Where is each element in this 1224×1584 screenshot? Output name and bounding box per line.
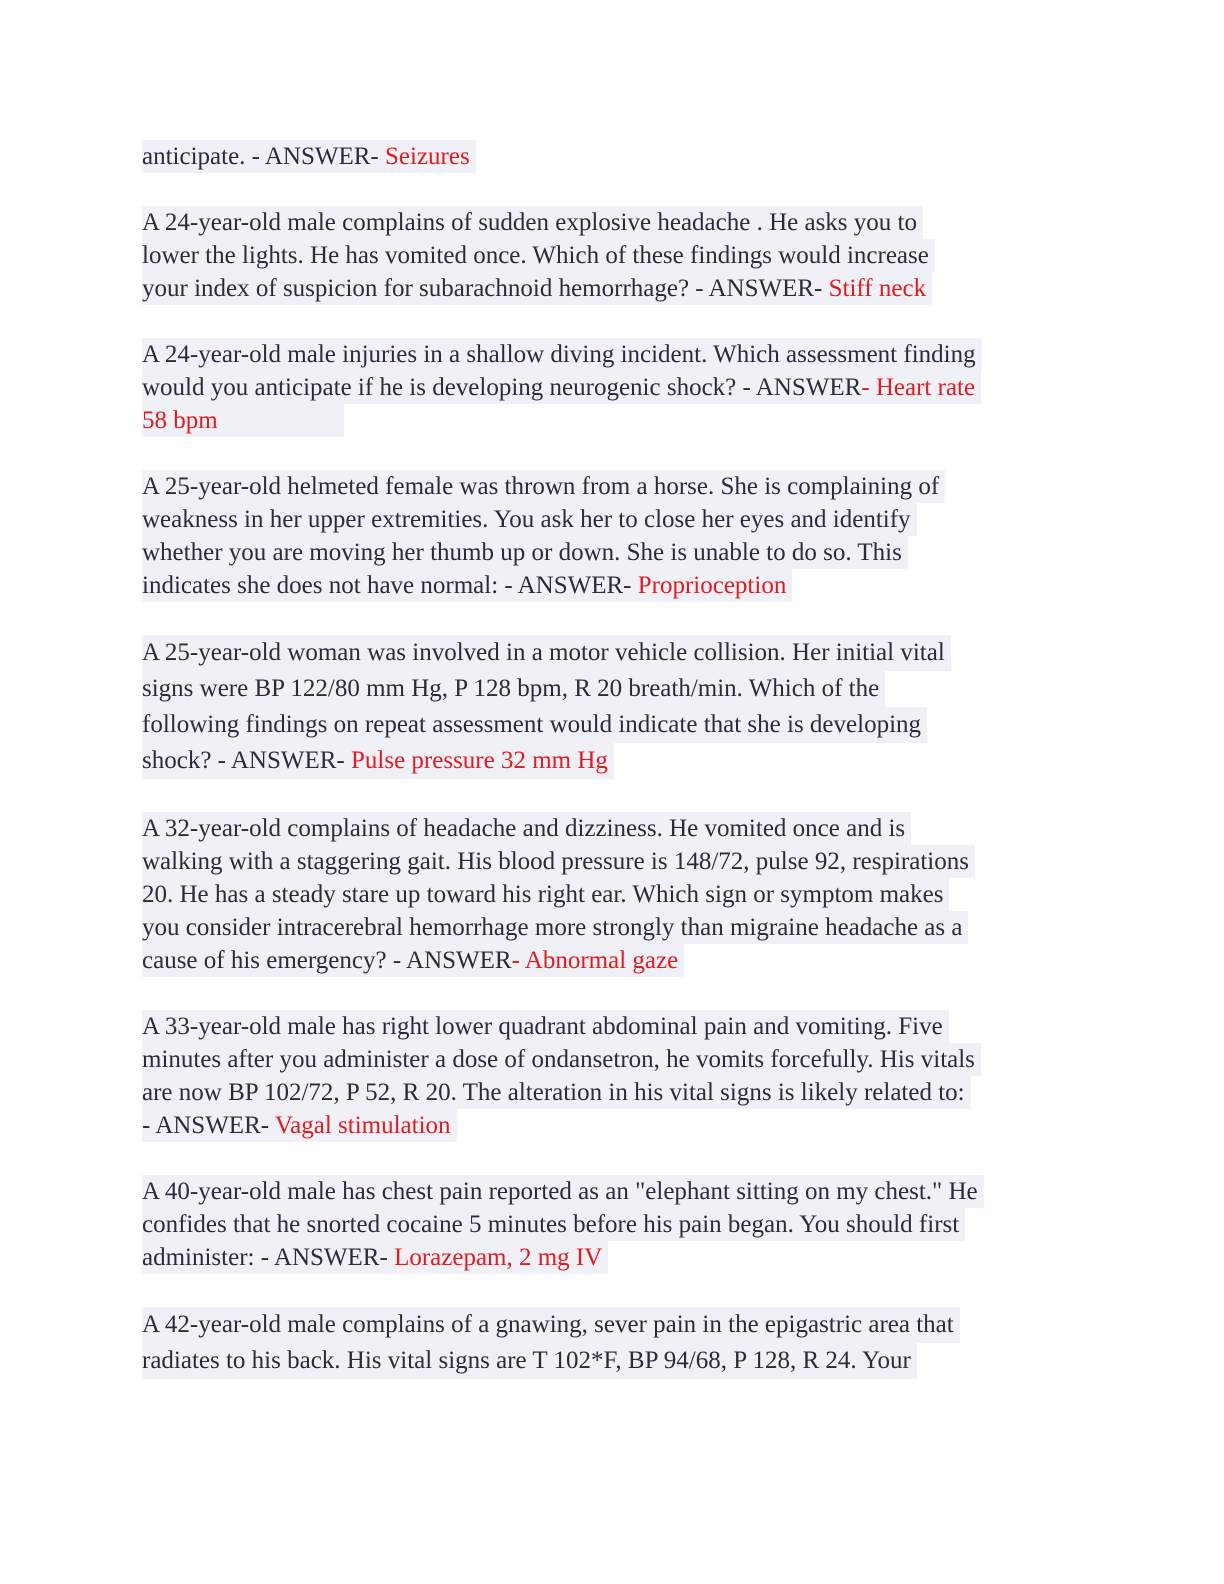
text-line: walking with a staggering gait. His blood pressure is 148/72, pulse 92, respirations [142,845,975,878]
text-line: - ANSWER- Vagal stimulation [142,1109,457,1142]
text-line: shock? - ANSWER- Pulse pressure 32 mm Hg [142,743,614,779]
text-line: your index of suspicion for subarachnoid hemorrhage? - ANSWER- Stiff neck [142,272,932,305]
text-line [142,404,344,437]
qa-item [142,140,1082,173]
text-line: A 32-year-old complains of headache and dizziness. He vomited once and is [142,812,911,845]
answer-text: Pulse pressure 32 mm Hg [351,747,608,774]
qa-item [142,338,1082,437]
text-line: cause of his emergency? - ANSWER- Abnormal gaze [142,944,684,977]
answer-text: Vagal stimulation [274,1112,451,1139]
text-line: A 24-year-old male complains of sudden explosive headache . He asks you to [142,206,923,239]
text-line: would you anticipate if he is developing neurogenic shock? - ANSWER- Heart rate [142,371,981,404]
text-line: A 42-year-old male complains of a gnawing, sever pain in the epigastric area that [142,1307,960,1343]
text-line: lower the lights. He has vomited once. Which of these findings would increase [142,239,935,272]
text-line: minutes after you administer a dose of ondansetron, he vomits forcefully. His vitals [142,1043,981,1076]
text-line: administer: - ANSWER- Lorazepam, 2 mg IV [142,1241,608,1274]
text-line: are now BP 102/72, P 52, R 20. The alteration in his vital signs is likely related to: [142,1076,971,1109]
answer-text: - Abnormal gaze [511,947,679,974]
answer-text: Lorazepam, 2 mg IV [394,1244,603,1271]
qa-item [142,812,1082,977]
qa-item [142,470,1082,602]
qa-item [142,1307,1082,1379]
answer-text: - Heart rate [861,374,976,401]
text-line: A 40-year-old male has chest pain reported as an "elephant sitting on my chest." He [142,1175,984,1208]
document-page [142,140,1082,1412]
text-line: indicates she does not have normal: - ANSWER- Proprioception [142,569,792,602]
text-line: whether you are moving her thumb up or down. She is unable to do so. This [142,536,908,569]
qa-item [142,1010,1082,1142]
text-line: signs were BP 122/80 mm Hg, P 128 bpm, R 20 breath/min. Which of the [142,671,885,707]
answer-text: Seizures [385,143,470,170]
answer-text: Stiff neck [828,275,927,302]
text-line: A 33-year-old male has right lower quadrant abdominal pain and vomiting. Five [142,1010,949,1043]
text-line: 20. He has a steady stare up toward his right ear. Which sign or symptom makes [142,878,949,911]
qa-item [142,1175,1082,1274]
text-line: A 24-year-old male injuries in a shallow diving incident. Which assessment finding [142,338,982,371]
text-line: A 25-year-old helmeted female was thrown from a horse. She is complaining of [142,470,945,503]
text-line: radiates to his back. His vital signs are T 102*F, BP 94/68, P 128, R 24. Your [142,1343,917,1379]
qa-item [142,635,1082,779]
text-line: anticipate. - ANSWER- Seizures [142,140,476,173]
text-line: confides that he snorted cocaine 5 minutes before his pain began. You should first [142,1208,965,1241]
qa-item [142,206,1082,305]
text-line: following findings on repeat assessment would indicate that she is developing [142,707,927,743]
text-line: weakness in her upper extremities. You ask her to close her eyes and identify [142,503,917,536]
text-line: you consider intracerebral hemorrhage more strongly than migraine headache as a [142,911,968,944]
answer-text: 58 bpm [142,407,218,434]
answer-text: Proprioception [637,572,787,599]
text-line: A 25-year-old woman was involved in a motor vehicle collision. Her initial vital [142,635,951,671]
